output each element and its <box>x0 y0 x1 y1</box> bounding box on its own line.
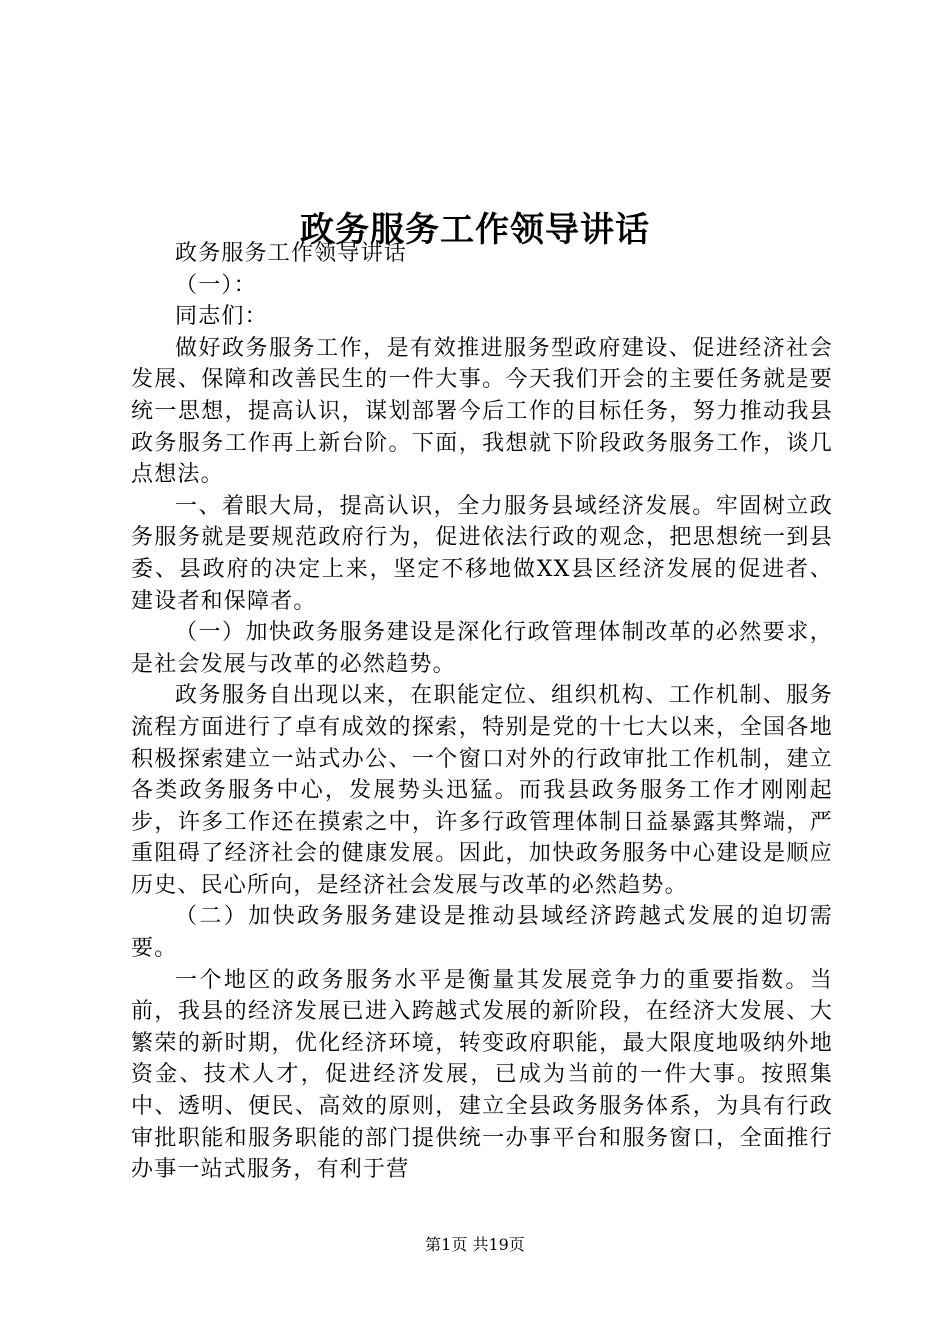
paragraph-point-one: 一、着眼大局，提高认识，全力服务县域经济发展。牢固树立政务服务就是要规范政府行为，促进依法行政的观念，把思想统一到县委、县政府的决定上来，坚定不移地做XX县区经济发展的促进者、建设者和保障者。 <box>131 493 833 614</box>
paragraph-subpoint-one: （一）加快政务服务建设是深化行政管理体制改革的必然要求，是社会发展与改革的必然趋势。 <box>131 620 833 677</box>
page-number-footer: 第1页 共19页 <box>425 1235 525 1254</box>
paragraph-body-one: 政务服务自出现以来，在职能定位、组织机构、工作机制、服务流程方面进行了卓有成效的探索，特别是党的十七大以来，全国各地积极探索建立一站式办公、一个窗口对外的行政审批工作机制，建立各类政务服务中心，发展势头迅猛。而我县政务服务工作才刚刚起步，许多工作还在摸索之中，许多行政管理体制日益暴露其弊端，严重阻碍了经济社会的健康发展。因此，加快政务服务中心建设是顺应历史、民心所向，是经济社会发展与改革的必然趋势。 <box>131 683 833 898</box>
paragraph-salutation: 同志们： <box>175 304 268 330</box>
paragraph-body-two: 一个地区的政务服务水平是衡量其发展竞争力的重要指数。当前，我县的经济发展已进入跨越式发展的新阶段，在经济大发展、大繁荣的新时期，优化经济环境，转变政府职能，最大限度地吸纳外地资金、技术人才，促进经济发展，已成为当前的一件大事。按照集中、透明、便民、高效的原则，建立全县政务服务体系，为具有行政审批职能和服务职能的部门提供统一办事平台和服务窗口，全面推行办事一站式服务，有利于营 <box>131 967 833 1183</box>
paragraph-subpoint-two: （二）加快政务服务建设是推动县域经济跨越式发展的迫切需要。 <box>131 904 833 962</box>
paragraph-section-marker: （一）： <box>175 272 257 298</box>
paragraph-subtitle: 政务服务工作领导讲话 <box>175 241 408 266</box>
paragraph-intro: 做好政务服务工作，是有效推进服务型政府建设、促进经济社会发展、保障和改善民生的一件大事。今天我们开会的主要任务就是要统一思想，提高认识，谋划部署今后工作的目标任务，努力推动我县政务服务工作再上新台阶。下面，我想就下阶段政务服务工作，谈几点想法。 <box>131 335 833 488</box>
document-body <box>131 238 833 1186</box>
document-title: 政务服务工作领导讲话 <box>300 209 650 250</box>
